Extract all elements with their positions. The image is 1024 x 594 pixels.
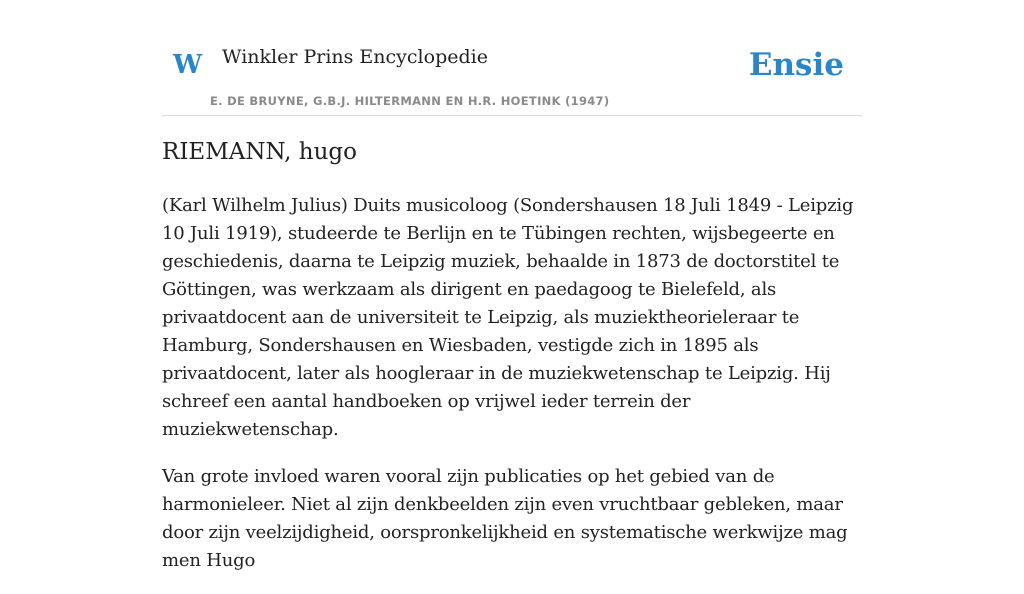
article-title: RIEMANN, hugo xyxy=(162,139,357,165)
page-header xyxy=(162,0,862,116)
ensie-logo[interactable]: Ensie xyxy=(748,47,844,83)
book-authors: E. DE BRUYNE, G.B.J. HILTERMANN EN H.R. HOETINK (1947) xyxy=(210,94,610,108)
winkler-prins-logo[interactable]: W xyxy=(173,50,203,80)
article-body xyxy=(162,192,864,594)
article-paragraph: (Karl Wilhelm Julius) Duits musicoloog (Sondershausen 18 Juli 1849 - Leipzig 10 Juli 1919), studeerde te Berlijn en te Tübingen rechten, wijsbegeerte en geschiedenis, daarna te Leipzig muziek, behaalde in 1873 de doctorstitel te Göttingen, was werkzaam als dirigent en paedagoog te Bielefeld, als privaatdocent aan de universiteit te Leipzig, als muziektheorieleraar te Hamburg, Sondershausen en Wiesbaden, vestigde zich in 1895 als privaatdocent, later als hoogleraar in de muziekwetenschap te Leipzig. Hij schreef een aantal handboeken op vrijwel ieder terrein der muziekwetenschap. xyxy=(162,195,854,440)
book-title[interactable]: Winkler Prins Encyclopedie xyxy=(222,46,488,68)
article-paragraph: Van grote invloed waren vooral zijn publicaties op het gebied van de harmonieleer. Niet al zijn denkbeelden zijn even vruchtbaar gebleken, maar door zijn veelzijdigheid, oorspronkelijkheid en systematische werkwijze mag men Hugo xyxy=(162,466,848,571)
